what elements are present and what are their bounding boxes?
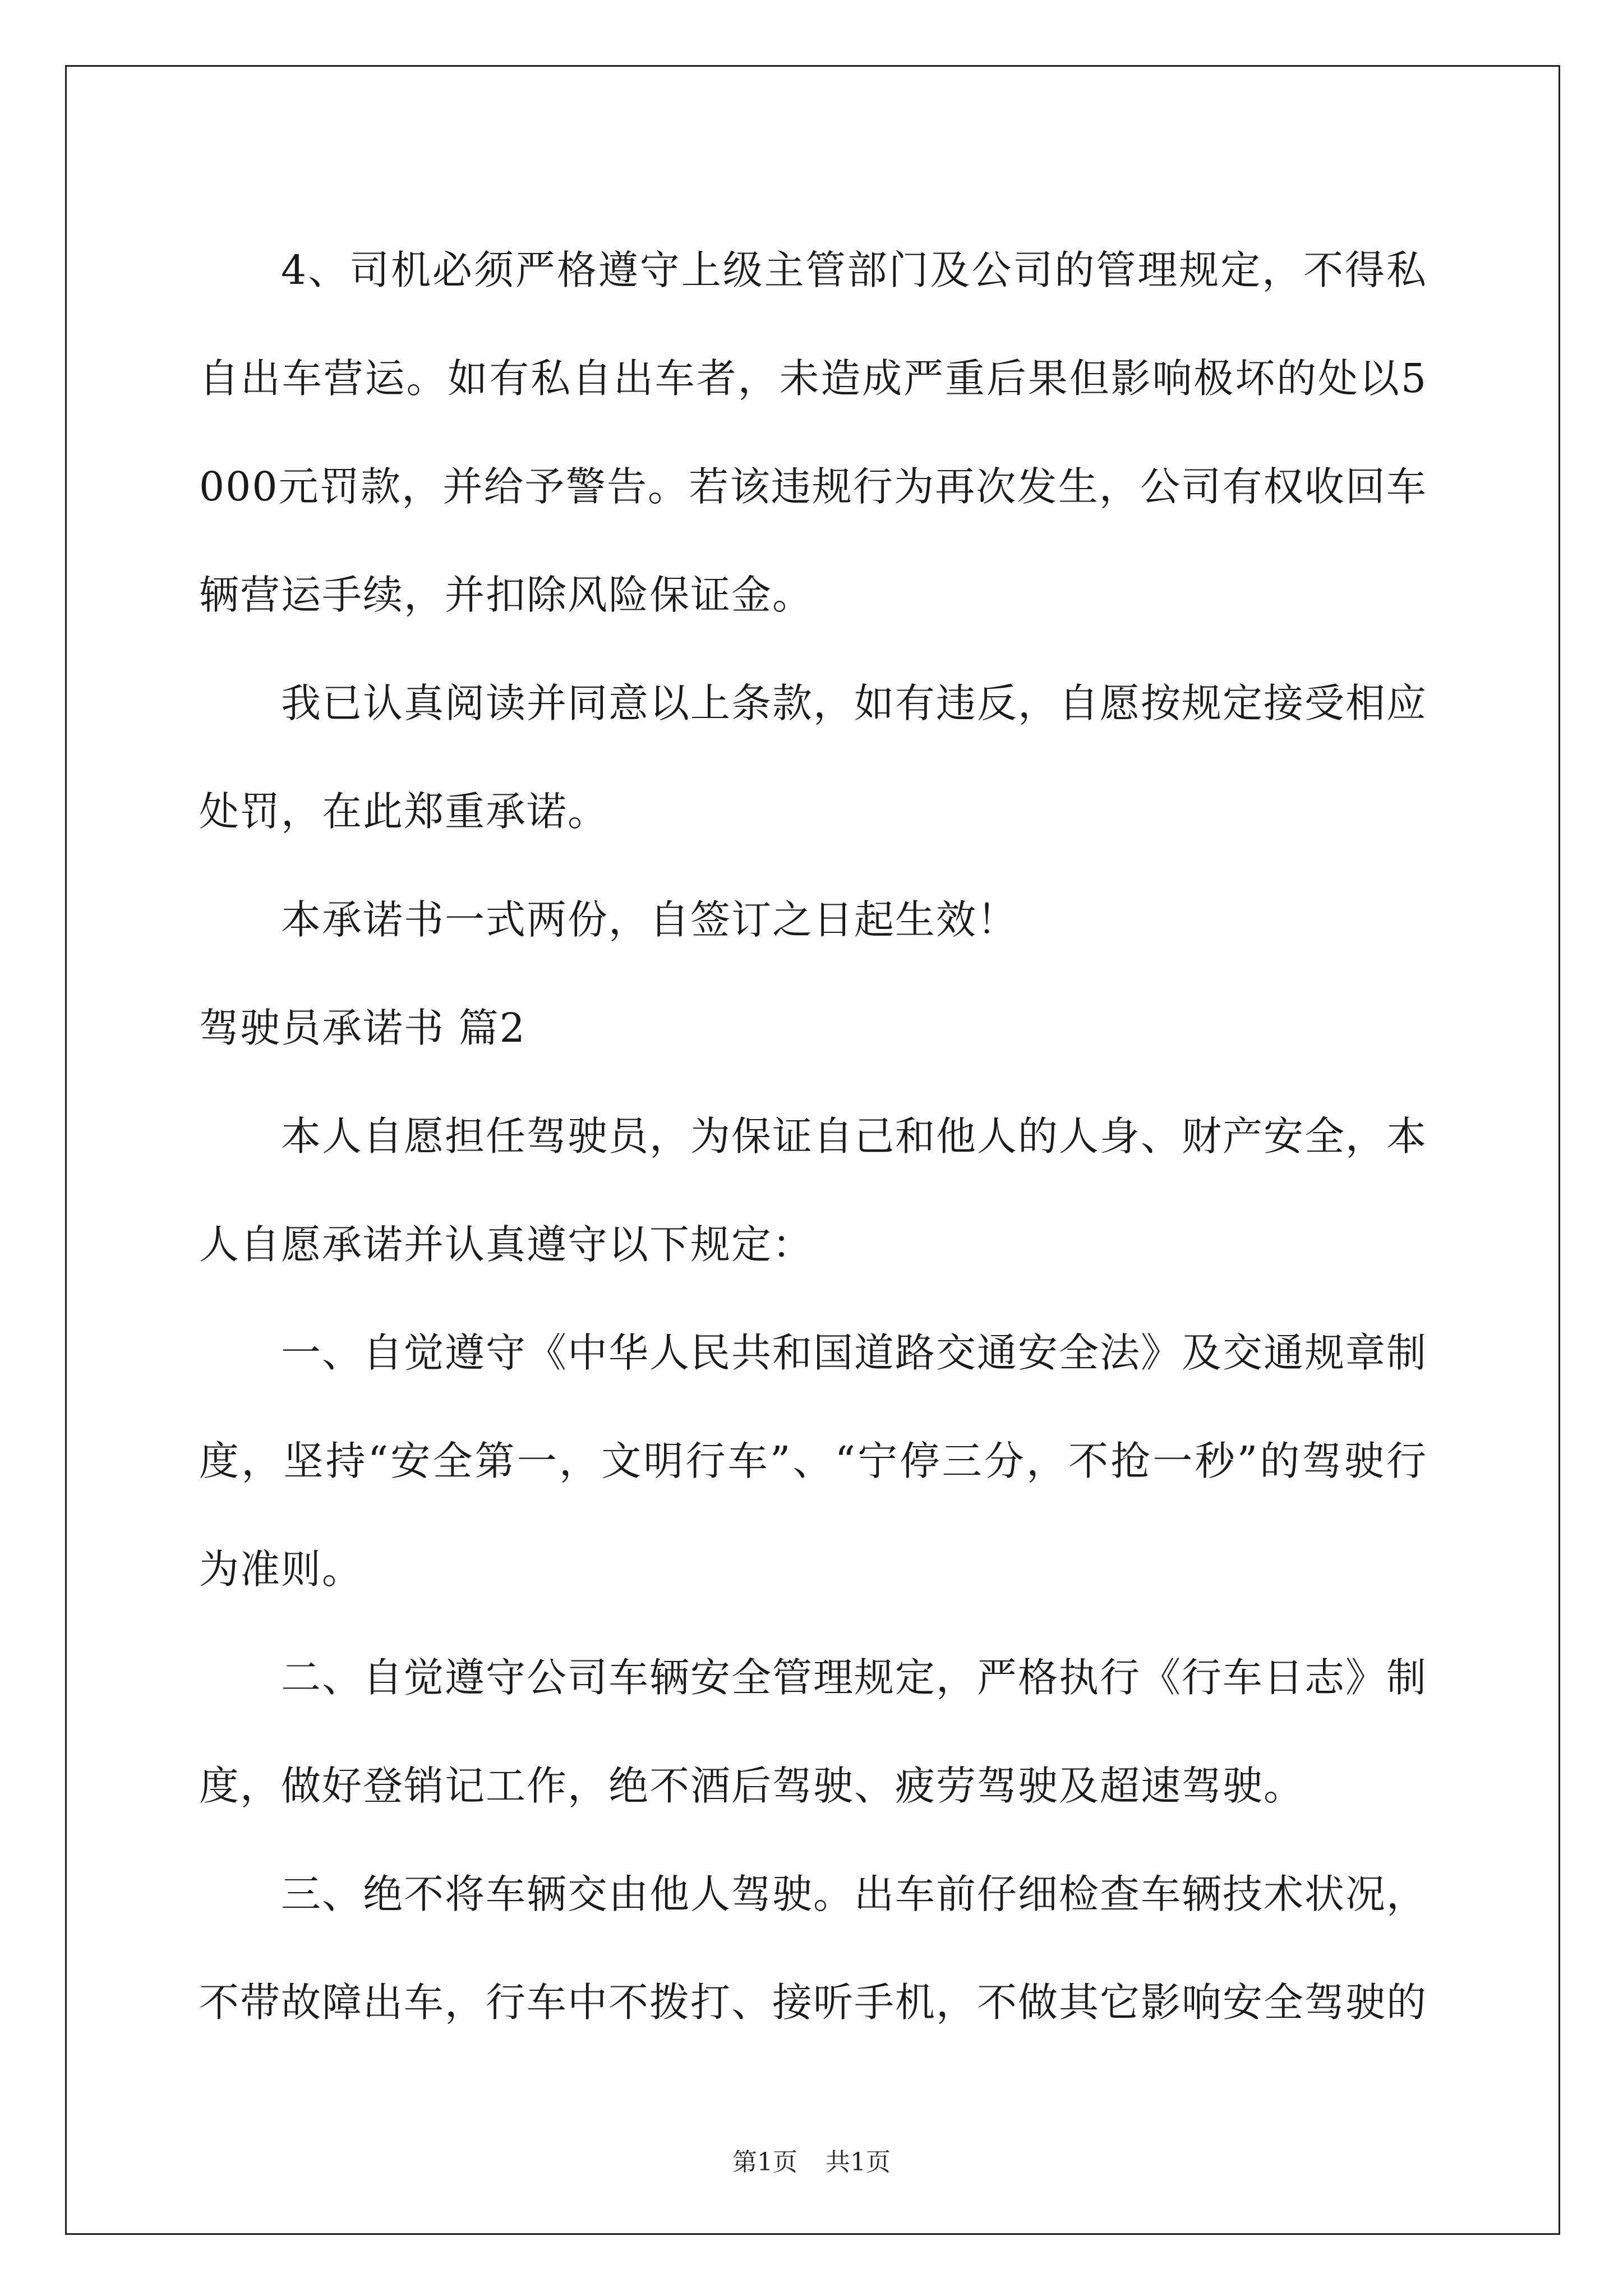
paragraph-item-1: 一、自觉遵守《中华人民共和国道路交通安全法》及交通规章制度，坚持“安全第一，文明行车”、“宁停三分，不抢一秒”的驾驶行为准则。 <box>199 1329 1428 1593</box>
paragraph-item-2: 二、自觉遵守公司车辆安全管理规定，严格执行《行车日志》制度，做好登销记工作，绝不酒后驾驶、疲劳驾驶及超速驾驶。 <box>199 1654 1428 1809</box>
page-total: 共1页 <box>826 2148 891 2177</box>
paragraph-clause-4: 4、司机必须严格遵守上级主管部门及公司的管理规定，不得私自出车营运。如有私自出车者，未造成严重后果但影响极坏的处以5000元罚款，并给予警告。若该违规行为再次发生，公司有权收回车辆营运手续，并扣除风险保证金。 <box>199 247 1427 618</box>
paragraph-item-3: 三、绝不将车辆交由他人驾驶。出车前仔细检查车辆技术状况，不带故障出车，行车中不拨打、接听手机，不做其它影响安全驾驶的 <box>199 1871 1428 2026</box>
document-body <box>199 216 1427 2056</box>
paragraph-effective: 本承诺书一式两份，自签订之日起生效！ <box>281 896 1018 943</box>
section-heading: 驾驶员承诺书 篇2 <box>199 1005 526 1051</box>
paragraph-agreement: 我已认真阅读并同意以上条款，如有违反，自愿按规定接受相应处罚，在此郑重承诺。 <box>199 680 1428 835</box>
page-footer <box>0 2146 1623 2179</box>
page-number: 第1页 <box>732 2148 797 2177</box>
paragraph-intro: 本人自愿担任驾驶员，为保证自己和他人的人身、财产安全，本人自愿承诺并认真遵守以下规定： <box>199 1113 1428 1268</box>
